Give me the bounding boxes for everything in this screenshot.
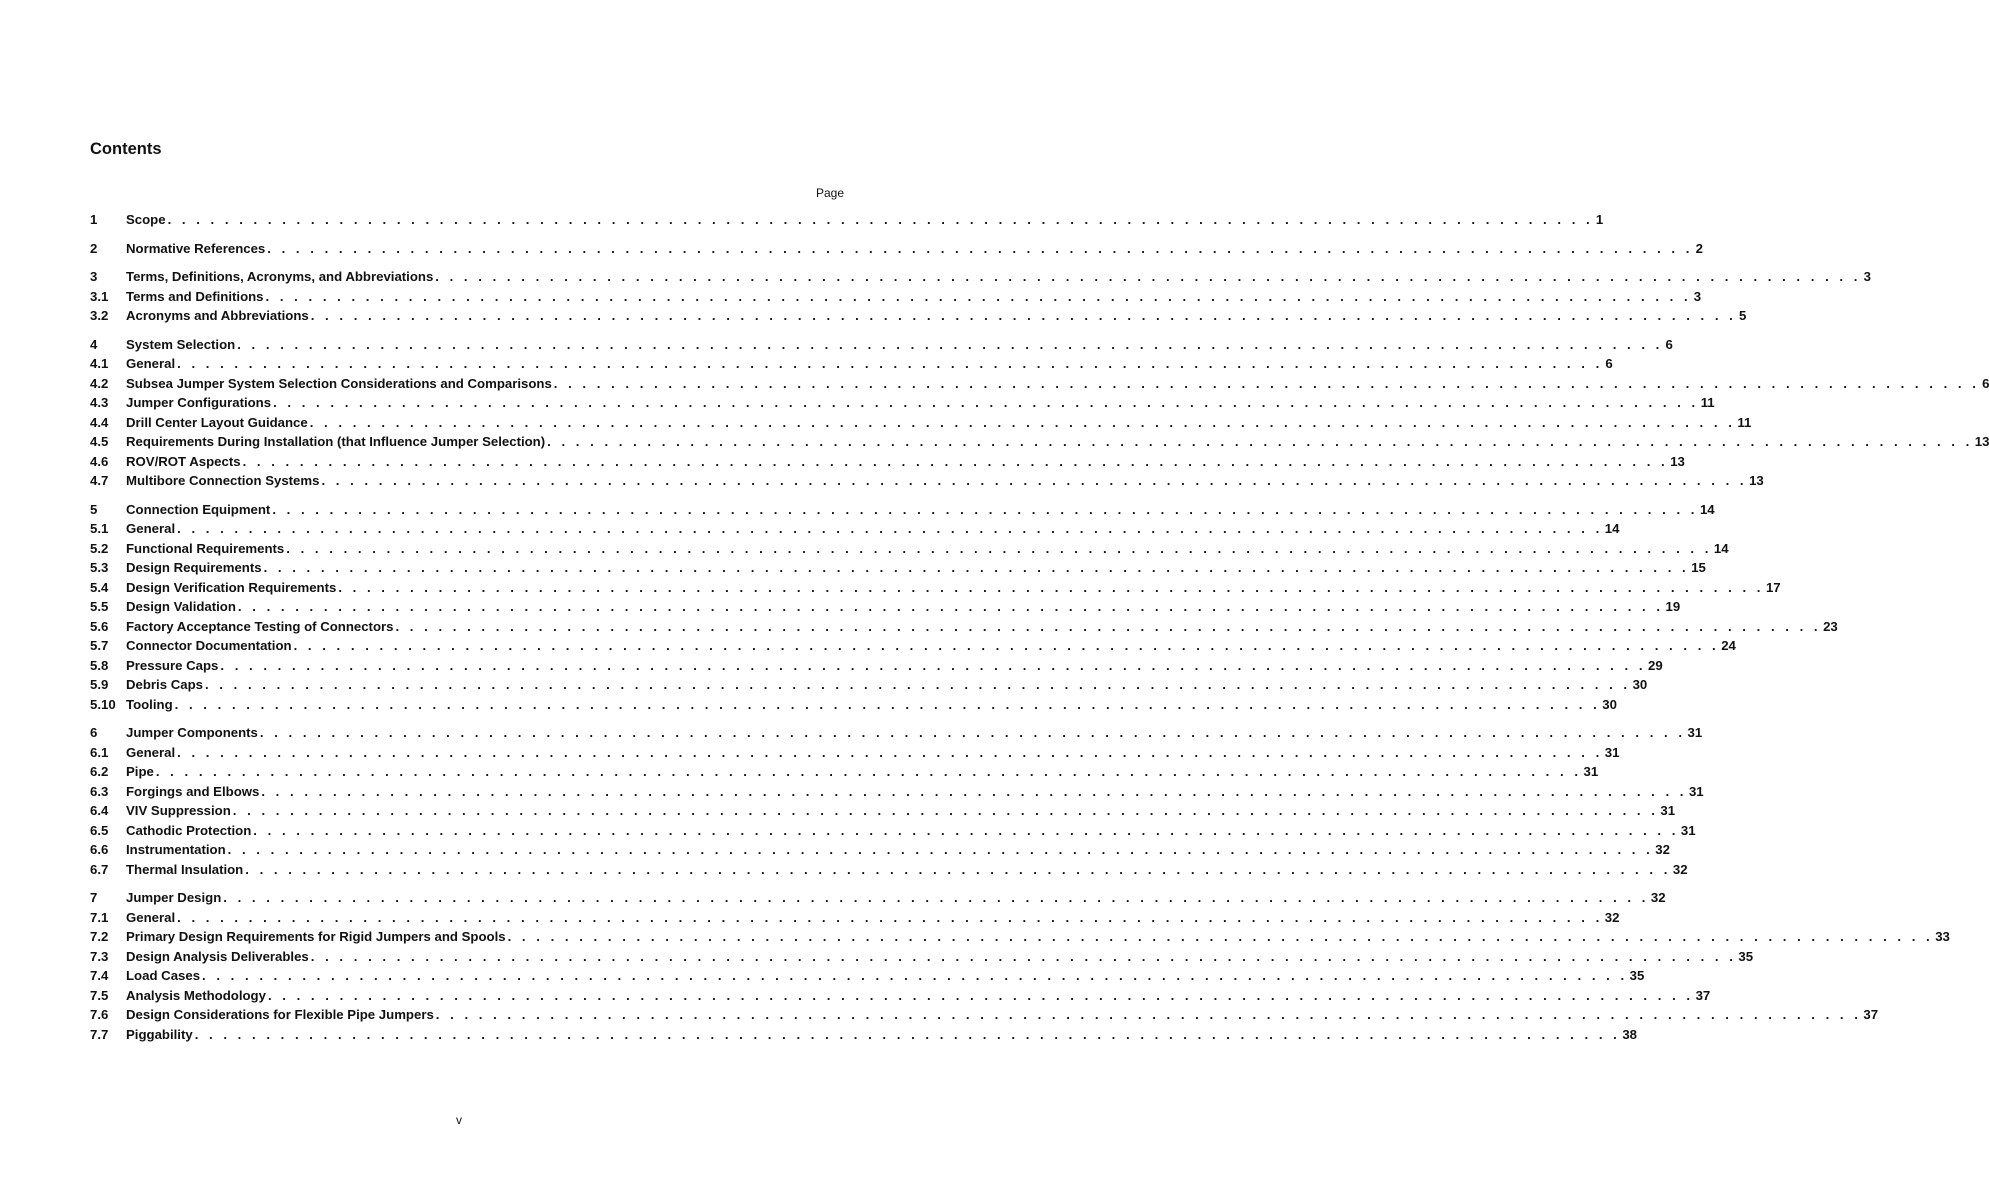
toc-entry-page: 1 bbox=[1595, 212, 1604, 227]
page-title: Contents bbox=[90, 140, 162, 158]
toc-dot-leader: . . . . . . . . . . . . . . . . . . . . . . . . . . . . . . . . . . . . . . . . . . . . . . . . . . . . . . . . . . . . . . . . . . . . . . . . . . . . . . . . . . . . . . . . . . . . . . . . . . . . bbox=[155, 764, 1582, 779]
toc-entry[interactable] bbox=[90, 579, 1781, 600]
toc-entry-number: 3 bbox=[90, 269, 98, 284]
toc-entry-number: 5.2 bbox=[90, 540, 109, 556]
toc-entry-title: General bbox=[126, 521, 176, 536]
toc-dot-leader: . . . . . . . . . . . . . . . . . . . . . . . . . . . . . . . . . . . . . . . . . . . . . . . . . . . . . . . . . . . . . . . . . . . . . . . . . . . . . . . . . . . . . . . . . . . . . . . . . . . . bbox=[273, 395, 1699, 410]
toc-entry[interactable] bbox=[90, 473, 1764, 493]
toc-entry-number: 4 bbox=[90, 336, 98, 352]
toc-entry-title: Multibore Connection Systems bbox=[126, 473, 320, 488]
toc-dot-leader: . . . . . . . . . . . . . . . . . . . . . . . . . . . . . . . . . . . . . . . . . . . . . . . . . . . . . . . . . . . . . . . . . . . . . . . . . . . . . . . . . . . . . . . . . . . . . . . . . . . . bbox=[237, 336, 1663, 352]
toc-dot-leader: . . . . . . . . . . . . . . . . . . . . . . . . . . . . . . . . . . . . . . . . . . . . . . . . . . . . . . . . . . . . . . . . . . . . . . . . . . . . . . . . . . . . . . . . . . . . . . . . . . . . bbox=[553, 375, 1980, 391]
toc-entry[interactable] bbox=[90, 308, 1747, 328]
toc-dot-leader: . . . . . . . . . . . . . . . . . . . . . . . . . . . . . . . . . . . . . . . . . . . . . . . . . . . . . . . . . . . . . . . . . . . . . . . . . . . . . . . . . . . . . . . . . . . . . . . . . . . . bbox=[265, 288, 1692, 304]
toc-entry-number: 7.6 bbox=[90, 1007, 109, 1022]
toc-entry-page: 14 bbox=[1699, 501, 1715, 517]
toc-dot-leader: . . . . . . . . . . . . . . . . . . . . . . . . . . . . . . . . . . . . . . . . . . . . . . . . . . . . . . . . . . . . . . . . . . . . . . . . . . . . . . . . . . . . . . . . . . . . . . . . . . . . bbox=[194, 1026, 1621, 1042]
toc-dot-leader: . . . . . . . . . . . . . . . . . . . . . . . . . . . . . . . . . . . . . . . . . . . . . . . . . . . . . . . . . . . . . . . . . . . . . . . . . . . . . . . . . . . . . . . . . . . . . . . . . . . . bbox=[435, 269, 1861, 284]
toc-entry-page: 11 bbox=[1700, 395, 1715, 410]
toc-entry[interactable] bbox=[90, 657, 1663, 678]
toc-entry-title: Connection Equipment bbox=[126, 501, 271, 517]
toc-section-group bbox=[90, 890, 1950, 1046]
toc-dot-leader: . . . . . . . . . . . . . . . . . . . . . . . . . . . . . . . . . . . . . . . . . . . . . . . . . . . . . . . . . . . . . . . . . . . . . . . . . . . . . . . . . . . . . . . . . . . . . . . . . . . . bbox=[245, 861, 1671, 877]
toc-entry-title: Design Considerations for Flexible Pipe Jumpers bbox=[126, 1007, 434, 1022]
toc-entry-title: System Selection bbox=[126, 336, 236, 352]
toc-entry-number: 5.8 bbox=[90, 657, 109, 673]
toc-entry-number: 6.3 bbox=[90, 783, 109, 799]
toc-entry[interactable] bbox=[90, 1007, 1879, 1027]
toc-dot-leader: . . . . . . . . . . . . . . . . . . . . . . . . . . . . . . . . . . . . . . . . . . . . . . . . . . . . . . . . . . . . . . . . . . . . . . . . . . . . . . . . . . . . . . . . . . . . . . . . . . . . bbox=[242, 453, 1669, 469]
toc-entry-number: 7.1 bbox=[90, 909, 109, 925]
toc-dot-leader: . . . . . . . . . . . . . . . . . . . . . . . . . . . . . . . . . . . . . . . . . . . . . . . . . . . . . . . . . . . . . . . . . . . . . . . . . . . . . . . . . . . . . . . . . . . . . . . . . . . . bbox=[395, 618, 1822, 634]
toc-entry-page: 5 bbox=[1739, 308, 1747, 323]
toc-entry-title: General bbox=[126, 909, 176, 925]
toc-entry-number: 6.6 bbox=[90, 842, 109, 857]
toc-entry-title: Jumper Configurations bbox=[126, 395, 272, 410]
toc-entry[interactable] bbox=[90, 783, 1704, 804]
toc-entry-title: Tooling bbox=[126, 696, 173, 712]
toc-section-group bbox=[90, 240, 1703, 261]
toc-entry-title: Terms and Definitions bbox=[126, 288, 264, 304]
toc-entry[interactable] bbox=[90, 861, 1688, 882]
toc-entry-number: 6.7 bbox=[90, 861, 109, 877]
toc-entry-title: VIV Suppression bbox=[126, 803, 231, 818]
toc-entry[interactable] bbox=[90, 395, 1715, 415]
toc-entry[interactable] bbox=[90, 336, 1673, 357]
toc-entry-number: 7.7 bbox=[90, 1026, 109, 1042]
toc-entry-page: 32 bbox=[1650, 890, 1666, 905]
toc-entry-number: 5.6 bbox=[90, 618, 109, 634]
toc-entry-page: 24 bbox=[1721, 638, 1736, 653]
toc-entry-page: 6 bbox=[1982, 375, 1989, 391]
toc-dot-leader: . . . . . . . . . . . . . . . . . . . . . . . . . . . . . . . . . . . . . . . . . . . . . . . . . . . . . . . . . . . . . . . . . . . . . . . . . . . . . . . . . . . . . . . . . . . . . . . . . . . . bbox=[435, 1007, 1862, 1022]
toc-entry-title: Design Verification Requirements bbox=[126, 579, 337, 595]
toc-entry-title: Primary Design Requirements for Rigid Jumpers and Spools bbox=[126, 929, 506, 944]
toc-dot-leader: . . . . . . . . . . . . . . . . . . . . . . . . . . . . . . . . . . . . . . . . . . . . . . . . . . . . . . . . . . . . . . . . . . . . . . . . . . . . . . . . . . . . . . . . . . . . . . . . . . . . bbox=[174, 696, 1601, 712]
toc-entry-number: 4.5 bbox=[90, 434, 109, 449]
toc-dot-leader: . . . . . . . . . . . . . . . . . . . . . . . . . . . . . . . . . . . . . . . . . . . . . . . . . . . . . . . . . . . . . . . . . . . . . . . . . . . . . . . . . . . . . . . . . . . . . . . . . . . . bbox=[227, 842, 1654, 857]
toc-entry-title: Cathodic Protection bbox=[126, 822, 252, 838]
toc-entry-number: 5.4 bbox=[90, 579, 109, 595]
toc-entry-number: 7.3 bbox=[90, 948, 109, 964]
toc-entry-number: 3.1 bbox=[90, 288, 109, 304]
toc-entry-number: 6.5 bbox=[90, 822, 109, 838]
toc-entry[interactable] bbox=[90, 414, 1752, 435]
toc-entry-title: Forgings and Elbows bbox=[126, 783, 260, 799]
toc-entry-page: 32 bbox=[1672, 861, 1688, 877]
toc-entry[interactable] bbox=[90, 540, 1729, 561]
toc-entry-number: 4.7 bbox=[90, 473, 109, 488]
toc-entry-page: 31 bbox=[1583, 764, 1599, 779]
toc-dot-leader: . . . . . . . . . . . . . . . . . . . . . . . . . . . . . . . . . . . . . . . . . . . . . . . . . . . . . . . . . . . . . . . . . . . . . . . . . . . . . . . . . . . . . . . . . . . . . . . . . . . . bbox=[177, 356, 1603, 371]
toc-entry-page: 37 bbox=[1863, 1007, 1879, 1022]
toc-dot-leader: . . . . . . . . . . . . . . . . . . . . . . . . . . . . . . . . . . . . . . . . . . . . . . . . . . . . . . . . . . . . . . . . . . . . . . . . . . . . . . . . . . . . . . . . . . . . . . . . . . . . bbox=[177, 744, 1603, 760]
toc-dot-leader: . . . . . . . . . . . . . . . . . . . . . . . . . . . . . . . . . . . . . . . . . . . . . . . . . . . . . . . . . . . . . . . . . . . . . . . . . . . . . . . . . . . . . . . . . . . . . . . . . . . . bbox=[293, 638, 1720, 653]
toc-section-group bbox=[90, 212, 1604, 232]
toc-entry-title: General bbox=[126, 356, 176, 371]
toc-entry-page: 30 bbox=[1602, 696, 1617, 712]
toc-entry-title: Functional Requirements bbox=[126, 540, 285, 556]
toc-section-group bbox=[90, 725, 1704, 881]
toc-entry-number: 5.9 bbox=[90, 677, 109, 692]
toc-entry[interactable] bbox=[90, 890, 1666, 910]
toc-entry-number: 4.1 bbox=[90, 356, 109, 371]
toc-entry-page: 35 bbox=[1738, 948, 1754, 964]
toc-entry-title: Factory Acceptance Testing of Connectors bbox=[126, 618, 394, 634]
toc-dot-leader: . . . . . . . . . . . . . . . . . . . . . . . . . . . . . . . . . . . . . . . . . . . . . . . . . . . . . . . . . . . . . . . . . . . . . . . . . . . . . . . . . . . . . . . . . . . . . . . . . . . . bbox=[253, 822, 1679, 838]
page-column-label: Page bbox=[815, 186, 844, 200]
toc-entry-title: Instrumentation bbox=[126, 842, 226, 857]
toc-entry-page: 19 bbox=[1665, 599, 1681, 614]
toc-entry-title: Subsea Jumper System Selection Considerations and Comparisons bbox=[126, 375, 552, 391]
toc-entry[interactable] bbox=[90, 618, 1838, 639]
toc-entry-number: 5.5 bbox=[90, 599, 109, 614]
toc-entry-number: 6.1 bbox=[90, 744, 109, 760]
toc-entry-number: 4.3 bbox=[90, 395, 109, 410]
toc-entry-title: Normative References bbox=[126, 240, 266, 256]
toc-entry[interactable] bbox=[90, 803, 1676, 823]
toc-dot-leader: . . . . . . . . . . . . . . . . . . . . . . . . . . . . . . . . . . . . . . . . . . . . . . . . . . . . . . . . . . . . . . . . . . . . . . . . . . . . . . . . . . . . . . . . . . . . . . . . . . . . bbox=[261, 783, 1687, 799]
toc-entry[interactable] bbox=[90, 948, 1754, 969]
toc-entry-number: 1 bbox=[90, 212, 98, 227]
toc-entry-number: 7.4 bbox=[90, 968, 109, 983]
toc-entry-title: Scope bbox=[126, 212, 166, 227]
toc-entry-page: 23 bbox=[1823, 618, 1838, 634]
toc-entry-page: 6 bbox=[1665, 336, 1673, 352]
toc-entry-number: 5.3 bbox=[90, 560, 109, 575]
toc-entry-title: Analysis Methodology bbox=[126, 987, 266, 1003]
toc-entry[interactable] bbox=[90, 987, 1711, 1008]
toc-entry[interactable] bbox=[90, 764, 1599, 784]
toc-entry-page: 13 bbox=[1670, 453, 1685, 469]
toc-entry[interactable] bbox=[90, 744, 1620, 765]
toc-entry-title: Pressure Caps bbox=[126, 657, 219, 673]
toc-entry[interactable] bbox=[90, 909, 1620, 930]
toc-entry-number: 5 bbox=[90, 501, 98, 517]
toc-entry-page: 32 bbox=[1655, 842, 1670, 857]
toc-entry[interactable] bbox=[90, 269, 1871, 289]
toc-entry-title: Debris Caps bbox=[126, 677, 203, 692]
toc-entry-title: Requirements During Installation (that Influence Jumper Selection) bbox=[126, 434, 546, 449]
toc-entry-title: Jumper Design bbox=[126, 890, 222, 905]
toc-entry-number: 3.2 bbox=[90, 308, 109, 323]
table-of-contents bbox=[90, 212, 1989, 1055]
toc-entry[interactable] bbox=[90, 822, 1696, 843]
toc-entry[interactable] bbox=[90, 725, 1703, 745]
toc-entry-number: 5.10 bbox=[90, 696, 116, 712]
toc-entry-title: Design Requirements bbox=[126, 560, 262, 575]
toc-entry-page: 11 bbox=[1737, 414, 1752, 430]
toc-entry-title: Jumper Components bbox=[126, 725, 258, 740]
toc-entry-number: 4.6 bbox=[90, 453, 109, 469]
toc-entry[interactable] bbox=[90, 842, 1670, 862]
toc-entry-page: 13 bbox=[1749, 473, 1764, 488]
toc-entry-title: General bbox=[126, 744, 176, 760]
toc-section-group bbox=[90, 269, 1871, 328]
toc-entry-number: 4.4 bbox=[90, 414, 109, 430]
toc-entry[interactable] bbox=[90, 240, 1703, 261]
toc-entry-title: Pipe bbox=[126, 764, 154, 779]
toc-dot-leader: . . . . . . . . . . . . . . . . . . . . . . . . . . . . . . . . . . . . . . . . . . . . . . . . . . . . . . . . . . . . . . . . . . . . . . . . . . . . . . . . . . . . . . . . . . . . . . . . . . . . bbox=[547, 434, 1973, 449]
toc-entry[interactable] bbox=[90, 968, 1645, 988]
toc-entry-page: 35 bbox=[1629, 968, 1645, 983]
toc-section-group bbox=[90, 336, 1989, 493]
toc-dot-leader: . . . . . . . . . . . . . . . . . . . . . . . . . . . . . . . . . . . . . . . . . . . . . . . . . . . . . . . . . . . . . . . . . . . . . . . . . . . . . . . . . . . . . . . . . . . . . . . . . . . . bbox=[267, 240, 1693, 256]
toc-dot-leader: . . . . . . . . . . . . . . . . . . . . . . . . . . . . . . . . . . . . . . . . . . . . . . . . . . . . . . . . . . . . . . . . . . . . . . . . . . . . . . . . . . . . . . . . . . . . . . . . . . . . bbox=[263, 560, 1690, 575]
toc-entry-title: Design Analysis Deliverables bbox=[126, 948, 309, 964]
toc-entry-number: 6.4 bbox=[90, 803, 109, 818]
toc-entry-title: Drill Center Layout Guidance bbox=[126, 414, 308, 430]
toc-dot-leader: . . . . . . . . . . . . . . . . . . . . . . . . . . . . . . . . . . . . . . . . . . . . . . . . . . . . . . . . . . . . . . . . . . . . . . . . . . . . . . . . . . . . . . . . . . . . . . . . . . . . bbox=[507, 929, 1934, 944]
toc-entry-page: 30 bbox=[1632, 677, 1648, 692]
toc-dot-leader: . . . . . . . . . . . . . . . . . . . . . . . . . . . . . . . . . . . . . . . . . . . . . . . . . . . . . . . . . . . . . . . . . . . . . . . . . . . . . . . . . . . . . . . . . . . . . . . . . . . . bbox=[177, 521, 1603, 536]
toc-entry-page: 3 bbox=[1693, 288, 1702, 304]
toc-entry-page: 14 bbox=[1713, 540, 1729, 556]
toc-entry-page: 17 bbox=[1765, 579, 1781, 595]
toc-dot-leader: . . . . . . . . . . . . . . . . . . . . . . . . . . . . . . . . . . . . . . . . . . . . . . . . . . . . . . . . . . . . . . . . . . . . . . . . . . . . . . . . . . . . . . . . . . . . . . . . . . . . bbox=[177, 909, 1603, 925]
toc-entry-number: 7.2 bbox=[90, 929, 109, 944]
toc-entry-number: 7.5 bbox=[90, 987, 109, 1003]
toc-entry[interactable] bbox=[90, 453, 1685, 474]
toc-entry[interactable] bbox=[90, 434, 1989, 454]
toc-entry-number: 6 bbox=[90, 725, 98, 740]
footer-page-number: v bbox=[456, 1113, 462, 1127]
toc-entry-page: 3 bbox=[1863, 269, 1871, 284]
toc-dot-leader: . . . . . . . . . . . . . . . . . . . . . . . . . . . . . . . . . . . . . . . . . . . . . . . . . . . . . . . . . . . . . . . . . . . . . . . . . . . . . . . . . . . . . . . . . . . . . . . . . . . . bbox=[220, 657, 1646, 673]
toc-dot-leader: . . . . . . . . . . . . . . . . . . . . . . . . . . . . . . . . . . . . . . . . . . . . . . . . . . . . . . . . . . . . . . . . . . . . . . . . . . . . . . . . . . . . . . . . . . . . . . . . . . . . bbox=[204, 677, 1631, 692]
toc-entry-page: 31 bbox=[1687, 725, 1703, 740]
toc-entry[interactable] bbox=[90, 638, 1736, 658]
toc-entry-number: 6.2 bbox=[90, 764, 109, 779]
toc-dot-leader: . . . . . . . . . . . . . . . . . . . . . . . . . . . . . . . . . . . . . . . . . . . . . . . . . . . . . . . . . . . . . . . . . . . . . . . . . . . . . . . . . . . . . . . . . . . . . . . . . . . . bbox=[232, 803, 1659, 818]
toc-dot-leader: . . . . . . . . . . . . . . . . . . . . . . . . . . . . . . . . . . . . . . . . . . . . . . . . . . . . . . . . . . . . . . . . . . . . . . . . . . . . . . . . . . . . . . . . . . . . . . . . . . . . bbox=[267, 987, 1694, 1003]
toc-dot-leader: . . . . . . . . . . . . . . . . . . . . . . . . . . . . . . . . . . . . . . . . . . . . . . . . . . . . . . . . . . . . . . . . . . . . . . . . . . . . . . . . . . . . . . . . . . . . . . . . . . . . bbox=[272, 501, 1698, 517]
toc-entry-number: 4.2 bbox=[90, 375, 109, 391]
toc-entry-number: 5.7 bbox=[90, 638, 109, 653]
toc-entry-title: Thermal Insulation bbox=[126, 861, 244, 877]
toc-entry-page: 38 bbox=[1622, 1026, 1637, 1042]
toc-entry-page: 31 bbox=[1604, 744, 1620, 760]
toc-entry[interactable] bbox=[90, 599, 1681, 619]
toc-entry-number: 7 bbox=[90, 890, 98, 905]
toc-entry-title: ROV/ROT Aspects bbox=[126, 453, 241, 469]
toc-entry[interactable] bbox=[90, 929, 1950, 949]
toc-dot-leader: . . . . . . . . . . . . . . . . . . . . . . . . . . . . . . . . . . . . . . . . . . . . . . . . . . . . . . . . . . . . . . . . . . . . . . . . . . . . . . . . . . . . . . . . . . . . . . . . . . . . bbox=[223, 890, 1649, 905]
toc-section-group bbox=[90, 501, 1838, 717]
toc-entry[interactable] bbox=[90, 501, 1715, 522]
toc-entry[interactable] bbox=[90, 212, 1604, 232]
toc-entry-number: 2 bbox=[90, 240, 98, 256]
toc-dot-leader: . . . . . . . . . . . . . . . . . . . . . . . . . . . . . . . . . . . . . . . . . . . . . . . . . . . . . . . . . . . . . . . . . . . . . . . . . . . . . . . . . . . . . . . . . . . . . . . . . . . . bbox=[237, 599, 1664, 614]
toc-entry-page: 31 bbox=[1688, 783, 1704, 799]
toc-entry-page: 14 bbox=[1604, 521, 1620, 536]
toc-entry[interactable] bbox=[90, 356, 1613, 376]
toc-entry-title: Design Validation bbox=[126, 599, 236, 614]
toc-entry[interactable] bbox=[90, 696, 1617, 717]
toc-entry-title: Piggability bbox=[126, 1026, 193, 1042]
toc-dot-leader: . . . . . . . . . . . . . . . . . . . . . . . . . . . . . . . . . . . . . . . . . . . . . . . . . . . . . . . . . . . . . . . . . . . . . . . . . . . . . . . . . . . . . . . . . . . . . . . . . . . . bbox=[309, 414, 1736, 430]
toc-entry[interactable] bbox=[90, 1026, 1637, 1047]
toc-entry-title: Load Cases bbox=[126, 968, 201, 983]
toc-entry-page: 29 bbox=[1648, 657, 1663, 673]
toc-dot-leader: . . . . . . . . . . . . . . . . . . . . . . . . . . . . . . . . . . . . . . . . . . . . . . . . . . . . . . . . . . . . . . . . . . . . . . . . . . . . . . . . . . . . . . . . . . . . . . . . . . . . bbox=[338, 579, 1764, 595]
toc-entry-title: Acronyms and Abbreviations bbox=[126, 308, 309, 323]
toc-entry-page: 32 bbox=[1604, 909, 1620, 925]
toc-entry[interactable] bbox=[90, 288, 1702, 309]
toc-entry[interactable] bbox=[90, 560, 1706, 580]
toc-entry-page: 33 bbox=[1935, 929, 1950, 944]
toc-entry[interactable] bbox=[90, 677, 1648, 697]
toc-dot-leader: . . . . . . . . . . . . . . . . . . . . . . . . . . . . . . . . . . . . . . . . . . . . . . . . . . . . . . . . . . . . . . . . . . . . . . . . . . . . . . . . . . . . . . . . . . . . . . . . . . . . bbox=[259, 725, 1686, 740]
toc-dot-leader: . . . . . . . . . . . . . . . . . . . . . . . . . . . . . . . . . . . . . . . . . . . . . . . . . . . . . . . . . . . . . . . . . . . . . . . . . . . . . . . . . . . . . . . . . . . . . . . . . . . . bbox=[321, 473, 1748, 488]
toc-entry[interactable] bbox=[90, 521, 1620, 541]
toc-entry-page: 37 bbox=[1695, 987, 1711, 1003]
toc-entry-number: 5.1 bbox=[90, 521, 109, 536]
toc-dot-leader: . . . . . . . . . . . . . . . . . . . . . . . . . . . . . . . . . . . . . . . . . . . . . . . . . . . . . . . . . . . . . . . . . . . . . . . . . . . . . . . . . . . . . . . . . . . . . . . . . . . . bbox=[286, 540, 1712, 556]
toc-entry-page: 15 bbox=[1691, 560, 1706, 575]
toc-entry-title: Connector Documentation bbox=[126, 638, 292, 653]
toc-entry[interactable] bbox=[90, 375, 1989, 396]
toc-entry-page: 31 bbox=[1680, 822, 1696, 838]
toc-entry-page: 13 bbox=[1974, 434, 1989, 449]
toc-entry-page: 6 bbox=[1605, 356, 1613, 371]
toc-dot-leader: . . . . . . . . . . . . . . . . . . . . . . . . . . . . . . . . . . . . . . . . . . . . . . . . . . . . . . . . . . . . . . . . . . . . . . . . . . . . . . . . . . . . . . . . . . . . . . . . . . . . bbox=[310, 948, 1737, 964]
toc-entry-page: 2 bbox=[1695, 240, 1703, 256]
toc-entry-page: 31 bbox=[1660, 803, 1676, 818]
toc-dot-leader: . . . . . . . . . . . . . . . . . . . . . . . . . . . . . . . . . . . . . . . . . . . . . . . . . . . . . . . . . . . . . . . . . . . . . . . . . . . . . . . . . . . . . . . . . . . . . . . . . . . . bbox=[310, 308, 1737, 323]
toc-dot-leader: . . . . . . . . . . . . . . . . . . . . . . . . . . . . . . . . . . . . . . . . . . . . . . . . . . . . . . . . . . . . . . . . . . . . . . . . . . . . . . . . . . . . . . . . . . . . . . . . . . . . bbox=[202, 968, 1628, 983]
toc-entry-title: Terms, Definitions, Acronyms, and Abbreviations bbox=[126, 269, 434, 284]
toc-dot-leader: . . . . . . . . . . . . . . . . . . . . . . . . . . . . . . . . . . . . . . . . . . . . . . . . . . . . . . . . . . . . . . . . . . . . . . . . . . . . . . . . . . . . . . . . . . . . . . . . . . . . bbox=[167, 212, 1594, 227]
